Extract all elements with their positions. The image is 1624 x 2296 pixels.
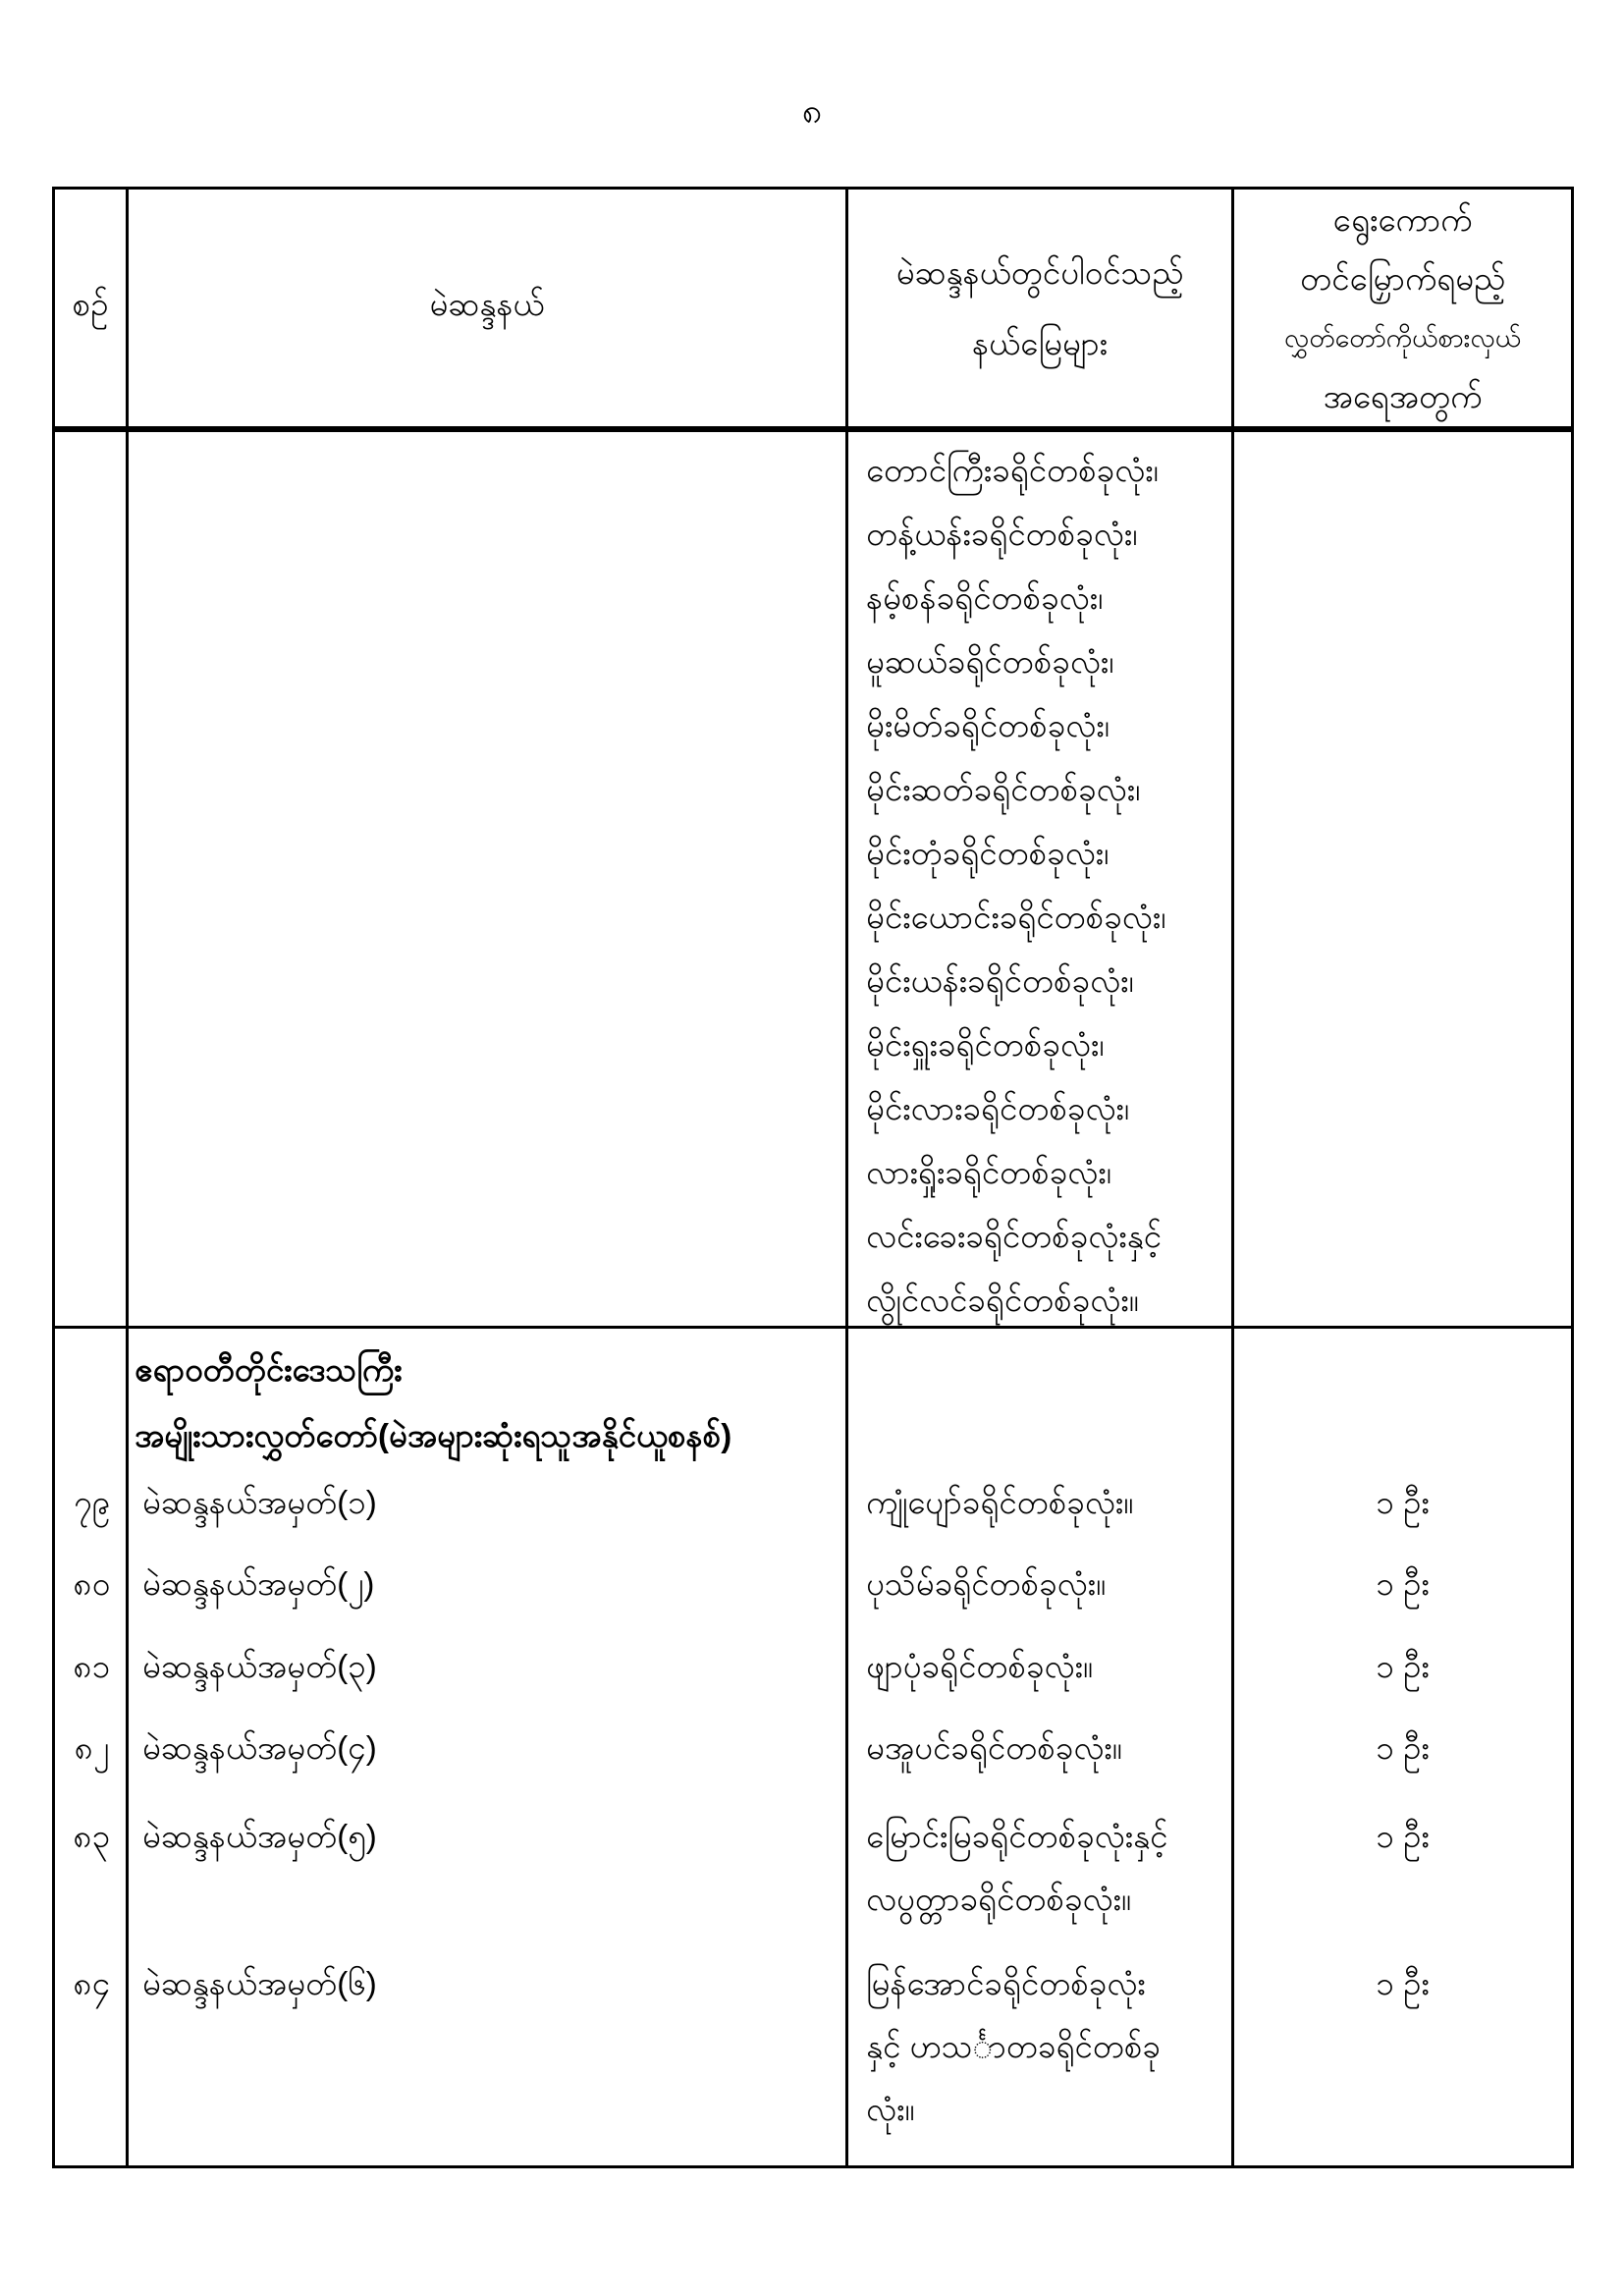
text-line: နမ့်စန်ခရိုင်တစ်ခုလုံး၊	[866, 579, 1104, 616]
table-row	[55, 1471, 1571, 1534]
constituency-table	[52, 187, 1574, 2168]
text-line: နယ်မြေများ	[971, 324, 1109, 361]
continuation-constituency-cell	[129, 432, 848, 1326]
row-count: ၁ ဦး	[1376, 1965, 1430, 2001]
header-representatives-line: လွှတ်တော်ကိုယ်စားလှယ်	[1284, 322, 1521, 353]
text-line: လင်းခေးခရိုင်တစ်ခုလုံးနှင့်	[866, 1218, 1162, 1254]
text-line: ပုသိမ်ခရိုင်တစ်ခုလုံး။	[866, 1565, 1106, 1602]
header-representatives	[1234, 190, 1571, 426]
row-constituency: မဲဆန္ဒနယ်အမှတ်(၁)	[142, 1484, 377, 1520]
header-no: စဉ်	[55, 190, 129, 426]
page-number: ၈	[801, 90, 823, 131]
text-line: တောင်ကြီးခရိုင်တစ်ခုလုံး၊	[866, 452, 1159, 488]
text-line: မိုးမိတ်ခရိုင်တစ်ခုလုံး၊	[866, 707, 1110, 743]
text-line: မိုင်းတုံခရိုင်တစ်ခုလုံး၊	[866, 835, 1110, 871]
row-no: ၈၂	[74, 1729, 110, 1766]
text-line: လုံး။	[866, 2091, 915, 2127]
continuation-count-cell	[1234, 432, 1571, 1326]
row-count: ၁ ဦး	[1376, 1818, 1430, 1854]
continuation-no-cell	[55, 432, 129, 1326]
row-constituency: မဲဆန္ဒနယ်အမှတ်(၅)	[142, 1818, 377, 1854]
row-no: ၈၀	[73, 1565, 111, 1602]
row-areas	[848, 1553, 1234, 1615]
row-no: ၇၉	[73, 1484, 111, 1520]
row-areas	[848, 1717, 1234, 1779]
table-row	[55, 1952, 1571, 2141]
row-count: ၁ ဦး	[1376, 1565, 1430, 1602]
text-line: မိုင်းယောင်းခရိုင်တစ်ခုလုံး၊	[866, 899, 1166, 935]
table-row	[55, 1553, 1571, 1615]
row-areas	[848, 1952, 1234, 2141]
text-line: နှင့် ဟသင်္ာတခရိုင်တစ်ခု	[866, 2028, 1161, 2064]
row-areas	[848, 1805, 1234, 1931]
section-title	[135, 1337, 848, 1468]
row-no: ၈၄	[73, 1965, 111, 2001]
row-no: ၈၁	[73, 1648, 111, 1684]
text-line: မြောင်းမြခရိုင်တစ်ခုလုံးနှင့်	[866, 1818, 1168, 1854]
header-representatives-line: တင်မြှောက်ရမည့်	[1300, 259, 1505, 297]
text-line: လွိုင်လင်ခရိုင်တစ်ခုလုံး။	[866, 1282, 1139, 1318]
header-representatives-line: အရေအတွက်	[1323, 377, 1483, 414]
row-count: ၁ ဦး	[1376, 1648, 1430, 1684]
row-areas	[848, 1635, 1234, 1698]
text-line: မအူပင်ခရိုင်တစ်ခုလုံး။	[866, 1729, 1122, 1766]
row-no: ၈၃	[73, 1818, 111, 1854]
row-constituency: မဲဆန္ဒနယ်အမှတ်(၂)	[142, 1565, 375, 1602]
text-line: မူဆယ်ခရိုင်တစ်ခုလုံး၊	[866, 643, 1114, 680]
row-constituency: မဲဆန္ဒနယ်အမှတ်(၄)	[142, 1729, 377, 1766]
row-constituency: မဲဆန္ဒနယ်အမှတ်(၃)	[142, 1648, 377, 1684]
text-line: မိုင်းရှူးခရိုင်တစ်ခုလုံး၊	[866, 1026, 1105, 1063]
continuation-areas-cell	[848, 432, 1234, 1326]
row-areas	[848, 1471, 1234, 1534]
table-row	[55, 1717, 1571, 1779]
table-header-row	[55, 190, 1571, 432]
text-line: မိုင်းဆတ်ခရိုင်တစ်ခုလုံး၊	[866, 771, 1141, 807]
text-line: မိုင်းယန်းခရိုင်တစ်ခုလုံး၊	[866, 962, 1134, 999]
section-title-line: အမျိုးသားလွှတ်တော်(မဲအများဆုံးရသူအနိုင်ယူစနစ်)	[135, 1417, 732, 1453]
text-line: ဖျာပုံခရိုင်တစ်ခုလုံး။	[866, 1648, 1093, 1684]
row-count: ၁ ဦး	[1376, 1484, 1430, 1520]
header-areas	[848, 190, 1234, 426]
header-representatives-line: ရွေးကောက်	[1332, 200, 1473, 238]
text-line: မဲဆန္ဒနယ်တွင်ပါဝင်သည့်	[895, 253, 1184, 291]
section-row	[55, 1329, 1571, 2165]
text-line: ကျုံပျော်ခရိုင်တစ်ခုလုံး။	[866, 1484, 1134, 1520]
header-constituency: မဲဆန္ဒနယ်	[129, 190, 848, 426]
text-line: လားရှိုးခရိုင်တစ်ခုလုံး၊	[866, 1154, 1111, 1190]
text-line: တန့်ယန်းခရိုင်တစ်ခုလုံး၊	[866, 516, 1138, 552]
table-row	[55, 1805, 1571, 1931]
text-line: မိုင်းလားခရိုင်တစ်ခုလုံး၊	[866, 1090, 1130, 1126]
section-title-line: ဧရာဝတီတိုင်းဒေသကြီး	[135, 1351, 403, 1388]
row-count: ၁ ဦး	[1376, 1729, 1430, 1766]
continuation-row	[55, 432, 1571, 1329]
text-line: လပွတ္တာခရိုင်တစ်ခုလုံး။	[866, 1881, 1131, 1917]
table-row	[55, 1635, 1571, 1698]
row-constituency: မဲဆန္ဒနယ်အမှတ်(၆)	[142, 1965, 377, 2001]
text-line: မြန်အောင်ခရိုင်တစ်ခုလုံး	[866, 1965, 1146, 2001]
